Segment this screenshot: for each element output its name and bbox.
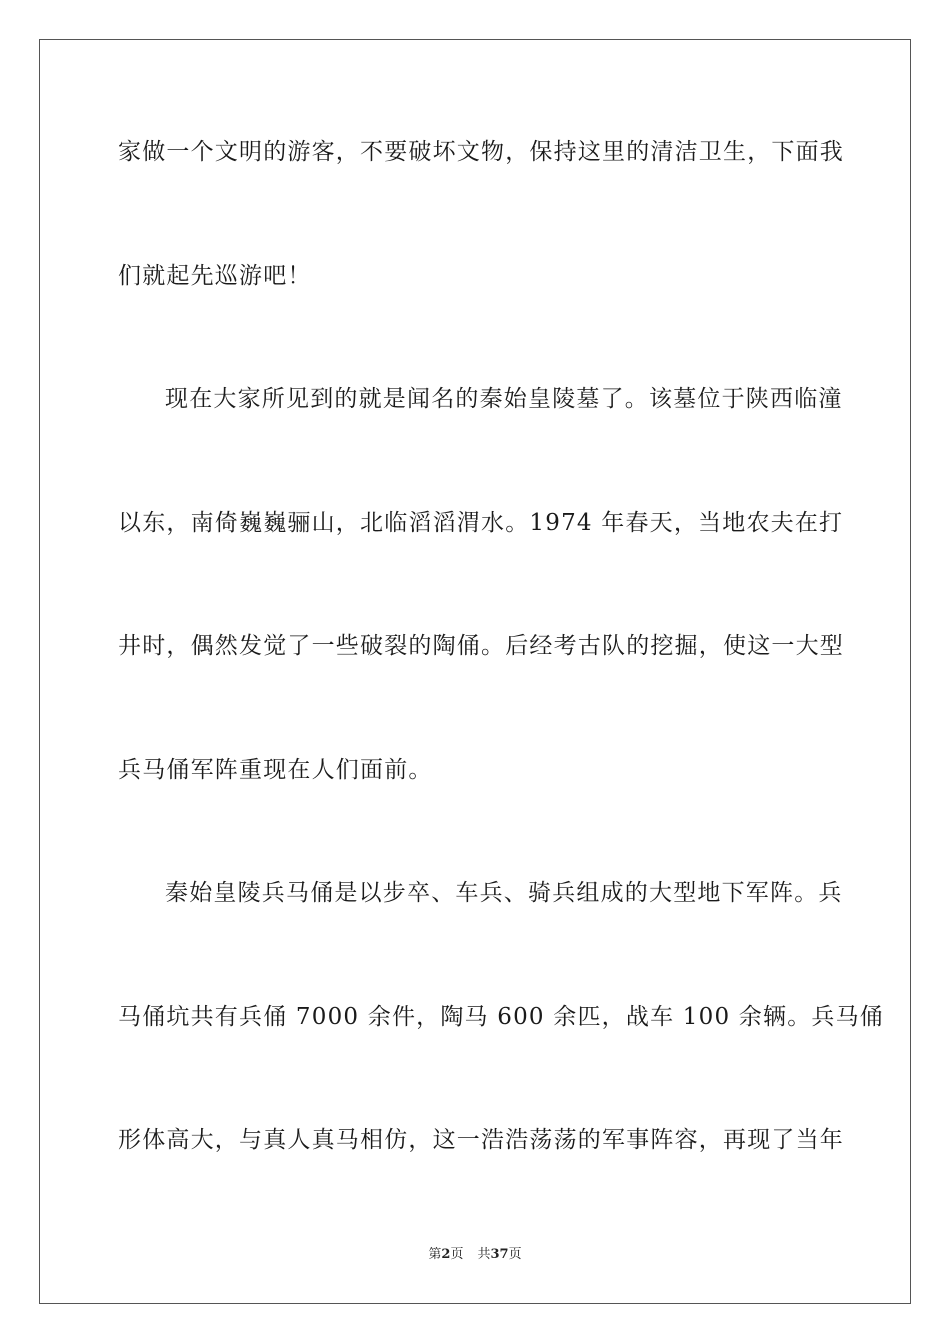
body-line-8: 马俑坑共有兵俑 7000 余件，陶马 600 余匹，战车 100 余辆。兵马俑 bbox=[118, 1004, 884, 1030]
page-suffix: 页 bbox=[450, 1247, 464, 1262]
total-prefix: 共 bbox=[477, 1247, 491, 1262]
page-border bbox=[39, 39, 911, 1304]
total-suffix: 页 bbox=[508, 1247, 522, 1262]
body-line-1: 家做一个文明的游客，不要破坏文物，保持这里的清洁卫生，下面我 bbox=[118, 139, 844, 165]
page-prefix: 第 bbox=[428, 1247, 442, 1262]
body-line-2: 们就起先巡游吧！ bbox=[118, 263, 312, 289]
body-line-5: 井时，偶然发觉了一些破裂的陶俑。后经考古队的挖掘，使这一大型 bbox=[118, 633, 844, 659]
page-number: 2 bbox=[441, 1247, 451, 1262]
body-line-6: 兵马俑军阵重现在人们面前。 bbox=[118, 757, 433, 783]
total-pages: 37 bbox=[490, 1247, 509, 1262]
page-footer bbox=[0, 1246, 950, 1264]
body-line-7: 秦始皇陵兵马俑是以步卒、车兵、骑兵组成的大型地下军阵。兵 bbox=[165, 880, 843, 906]
body-line-4: 以东，南倚巍巍骊山，北临滔滔渭水。1974 年春天，当地农夫在打 bbox=[118, 510, 844, 536]
body-line-9: 形体高大，与真人真马相仿，这一浩浩荡荡的军事阵容，再现了当年 bbox=[118, 1127, 844, 1153]
body-line-3: 现在大家所见到的就是闻名的秦始皇陵墓了。该墓位于陕西临潼 bbox=[165, 386, 843, 412]
